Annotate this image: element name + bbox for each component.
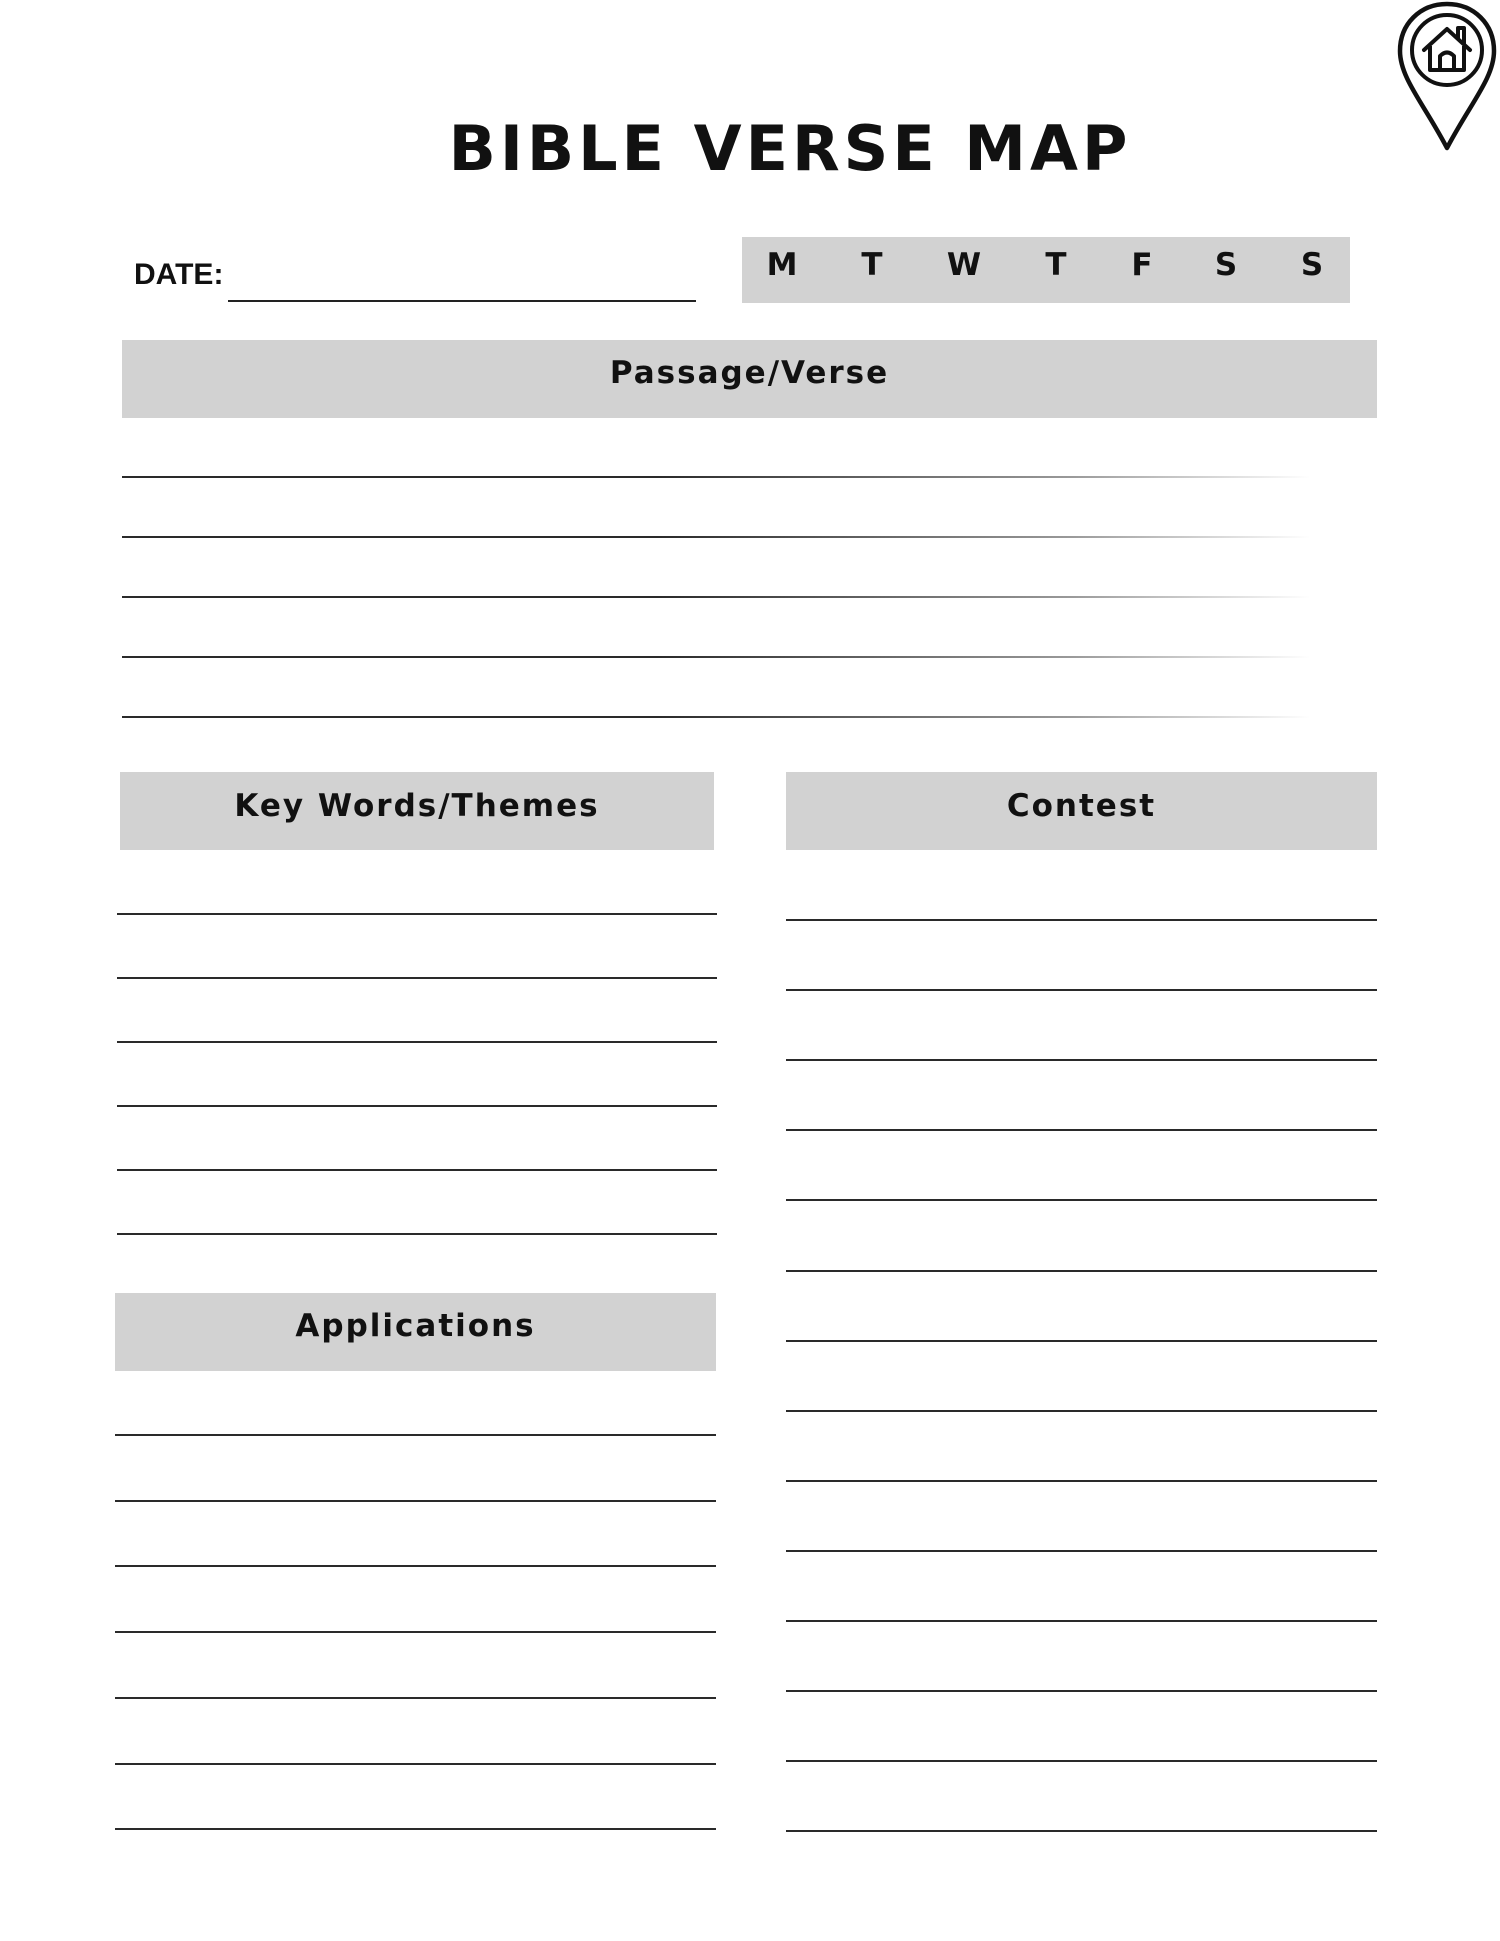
key-words-write-line[interactable]	[117, 913, 717, 915]
contest-write-line[interactable]	[786, 989, 1377, 991]
applications-header	[115, 1293, 716, 1371]
day-sunday[interactable]: S	[1300, 247, 1324, 283]
applications-write-line[interactable]	[115, 1631, 716, 1633]
passage-write-line[interactable]	[122, 716, 1310, 718]
applications-write-line[interactable]	[115, 1697, 716, 1699]
passage-verse-label: Passage/Verse	[609, 355, 890, 391]
contest-write-line[interactable]	[786, 1620, 1377, 1622]
date-label: DATE:	[134, 258, 224, 291]
day-thursday[interactable]: T	[1045, 247, 1067, 283]
contest-write-line[interactable]	[786, 1690, 1377, 1692]
day-saturday[interactable]: S	[1214, 247, 1238, 283]
contest-write-line[interactable]	[786, 1199, 1377, 1201]
passage-write-line[interactable]	[122, 656, 1310, 658]
applications-label: Applications	[295, 1308, 536, 1344]
key-words-write-line[interactable]	[117, 1233, 717, 1235]
day-friday[interactable]: F	[1131, 247, 1153, 283]
key-words-write-line[interactable]	[117, 977, 717, 979]
contest-write-line[interactable]	[786, 1059, 1377, 1061]
day-wednesday[interactable]: W	[946, 247, 982, 283]
applications-write-line[interactable]	[115, 1434, 716, 1436]
contest-write-line[interactable]	[786, 1270, 1377, 1272]
weekday-selector	[742, 237, 1350, 303]
contest-write-line[interactable]	[786, 1830, 1377, 1832]
key-words-write-line[interactable]	[117, 1105, 717, 1107]
key-words-label: Key Words/Themes	[234, 788, 600, 824]
passage-write-line[interactable]	[122, 596, 1310, 598]
page-title: BIBLE VERSE MAP	[448, 112, 1132, 185]
applications-write-line[interactable]	[115, 1763, 716, 1765]
passage-write-line[interactable]	[122, 476, 1310, 478]
passage-verse-header	[122, 340, 1377, 418]
key-words-write-line[interactable]	[117, 1169, 717, 1171]
home-location-pin-icon	[1394, 0, 1500, 154]
contest-write-line[interactable]	[786, 1410, 1377, 1412]
date-field[interactable]	[228, 300, 696, 302]
contest-write-line[interactable]	[786, 1760, 1377, 1762]
contest-write-line[interactable]	[786, 1340, 1377, 1342]
key-words-header	[120, 772, 714, 850]
contest-write-line[interactable]	[786, 1129, 1377, 1131]
contest-header	[786, 772, 1377, 850]
contest-label: Contest	[1006, 788, 1157, 824]
passage-write-line[interactable]	[122, 536, 1310, 538]
applications-write-line[interactable]	[115, 1828, 716, 1830]
day-monday[interactable]: M	[766, 247, 798, 283]
contest-write-line[interactable]	[786, 919, 1377, 921]
key-words-write-line[interactable]	[117, 1041, 717, 1043]
contest-write-line[interactable]	[786, 1480, 1377, 1482]
applications-write-line[interactable]	[115, 1500, 716, 1502]
contest-write-line[interactable]	[786, 1550, 1377, 1552]
day-tuesday[interactable]: T	[861, 247, 883, 283]
applications-write-line[interactable]	[115, 1565, 716, 1567]
